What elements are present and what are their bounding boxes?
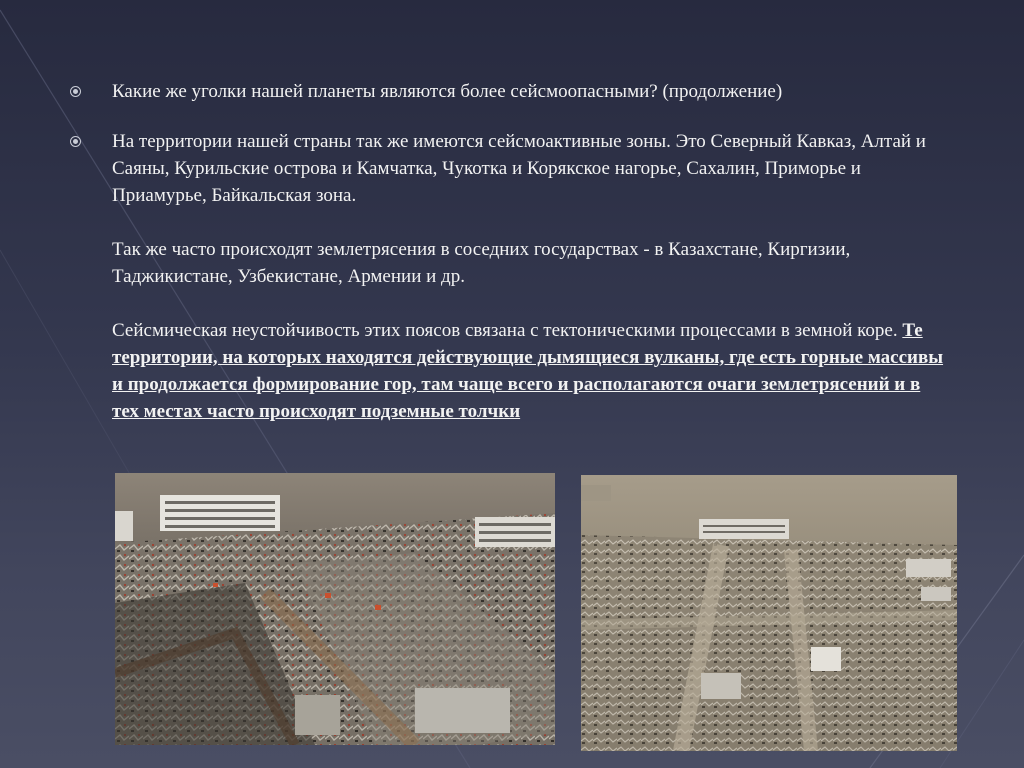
neighbors-paragraph: Так же часто происходят землетрясения в соседних государствах - в Казахстане, Киргизии, Таджикистане, Узбекистане, Армении и др. (112, 239, 851, 287)
earthquake-ruins-photo-right (581, 475, 957, 751)
bullet-circle-icon (70, 86, 81, 97)
tectonics-text: Сейсмическая неустойчивость этих поясов связана с тектоническими процессами в земной коре. (112, 320, 903, 341)
bullet-item (70, 128, 950, 425)
bullet-circle-icon (70, 136, 81, 147)
earthquake-ruins-photo-left (115, 473, 555, 745)
slide-heading: Какие же уголки нашей планеты являются более сейсмоопасными? (продолжение) (112, 81, 783, 102)
emphasized-text: Те территории, на которых находятся действующие дымящиеся вулканы, где есть горные массивы и продолжается формирование гор, там чаще всего и располагаются очаги землетрясений и в тех местах часто происходят подземные толчки (112, 320, 944, 422)
bullet-item (70, 78, 950, 105)
regions-paragraph: На территории нашей страны так же имеются сейсмоактивные зоны. Это Северный Кавказ, Алтай и Саяны, Курильские острова и Камчатка, Чукотка и Корякское нагорье, Сахалин, Приморье и Приамурье, Байкальская зона. (112, 131, 926, 206)
slide-content (70, 78, 950, 425)
tectonics-paragraph (112, 317, 950, 425)
